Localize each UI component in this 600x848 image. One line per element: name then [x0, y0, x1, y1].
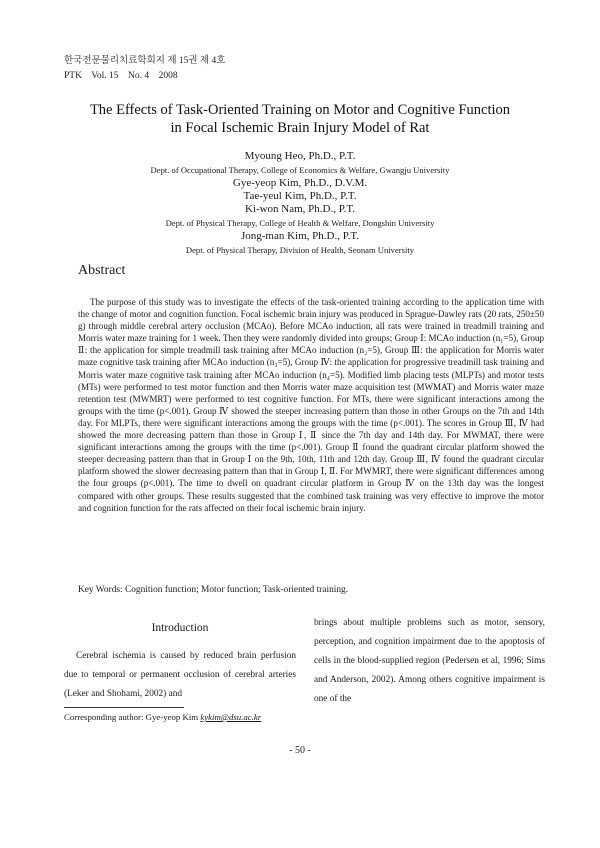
introduction-heading: Introduction	[151, 622, 209, 634]
author-affiliation: Dept. of Occupational Therapy, College of Economics & Welfare, Gwangju University	[150, 165, 450, 175]
introduction-text-left: Cerebral ischemia is caused by reduced brain perfusion due to temporal or permanent occlusion of cerebral arteries (Leker and Shohami, 2002) and	[64, 651, 296, 699]
page-number: - 50 -	[289, 745, 311, 756]
author-email-link[interactable]: kykim@dsu.ac.kr	[200, 712, 262, 722]
introduction-text-right: brings about multiple problems such as motor, sensory, perception, and cognition impairment due to the apoptosis of cells in the blood-supplied region (Pedersen et al, 1996; Sims and Anderson, 2002). Among others cognitive impairment is one of the	[314, 618, 545, 704]
journal-header	[64, 54, 225, 84]
journal-name-korean: 한국전문물리치료학회지 제 15권 제 4호	[64, 56, 226, 66]
author-name: Ki-won Nam, Ph.D., P.T.	[244, 203, 356, 215]
keywords: Key Words: Cognition function; Motor function; Task-oriented training.	[78, 585, 349, 595]
left-column	[64, 622, 296, 704]
right-column	[314, 614, 545, 709]
title-line-2: in Focal Ischemic Brain Injury Model of Rat	[170, 120, 430, 136]
author-affiliation: Dept. of Physical Therapy, College of Health & Welfare, Dongshin University	[165, 218, 435, 228]
author-name: Tae-yeul Kim, Ph.D., P.T.	[243, 190, 357, 202]
author-affiliation: Dept. of Physical Therapy, Division of Health, Seonam University	[185, 245, 415, 255]
corresponding-author-footnote	[64, 712, 261, 722]
title-line-1: The Effects of Task-Oriented Training on Motor and Cognitive Function	[89, 102, 511, 118]
abstract-body: The purpose of this study was to investigate the effects of the task-oriented training according to the application time with the change of motor and cognition function. Focal ischemic brain injury was produced in Sprague-Dawley rats (20 rats, 250±50 g) through middle cerebral artery occlusion (MCAo). Before MCAo induction, all rats were trained in treadmill training and Morris water maze training for 1 week. Then they were randomly divided into groups; Group Ⅰ: MCAo induction (n₁=5), Group Ⅱ: the application for simple treadmill task training after MCAo induction (n₂=5), Group Ⅲ: the application for Morris water maze cognitive task training after MCAo induction (n₃=5), Group Ⅳ: the application for progressive treadmill task training and Morris water maze cognitive task training after MCAo induction (n₄=5). Modified limb placing tests (MLPTs) and motor tests (MTs) were performed to test motor function and then Morris water maze acquisition test (MWMAT) and Morris water maze retention test (MWMRT) were performed to test cognitive function. For MTs, there were significant interactions among the groups with the time (p<.001). Group Ⅳ showed the steeper increasing pattern than those in other Groups on the 7th and 14th day. For MLPTs, there were significant interactions among the groups with the time (p<.001). The scores in Group Ⅲ, Ⅳ had showed the more decreasing pattern than those in Group Ⅰ, Ⅱ since the 7th day and 14th day. For MWMAT, there were significant interactions among the groups with the time (p<.001). Group Ⅱ found the quadrant circular platform showed the steeper decreasing pattern than that in Group Ⅰ on the 9th, 10th, 11th and 12th day. Group Ⅲ, Ⅳ found the quadrant circular platform showed the slower decreasing pattern than that in Group Ⅰ, Ⅱ. For MWMRT, there were significant differences among the four groups (p<.001). The time to dwell on quadrant circular platform in Group Ⅳ on the 13th day was the longest compared with other groups. These results suggested that the combined task training was very effective to improve the motor and cognition function for the rats affected on their focal ischemic brain injury.	[78, 297, 544, 513]
author-name: Gye-yeop Kim, Ph.D., D.V.M.	[232, 177, 368, 189]
author-block	[40, 150, 560, 257]
footnote-label: Corresponding author: Gye-yeop Kim	[64, 712, 199, 722]
paper-title	[40, 101, 560, 137]
footnote-divider	[64, 707, 184, 708]
author-name: Jong-man Kim, Ph.D., P.T.	[240, 230, 360, 242]
author-name: Myoung Heo, Ph.D., P.T.	[244, 150, 356, 162]
journal-volume-info: PTK Vol. 15 No. 4 2008	[64, 71, 178, 81]
abstract-heading: Abstract	[78, 263, 126, 278]
